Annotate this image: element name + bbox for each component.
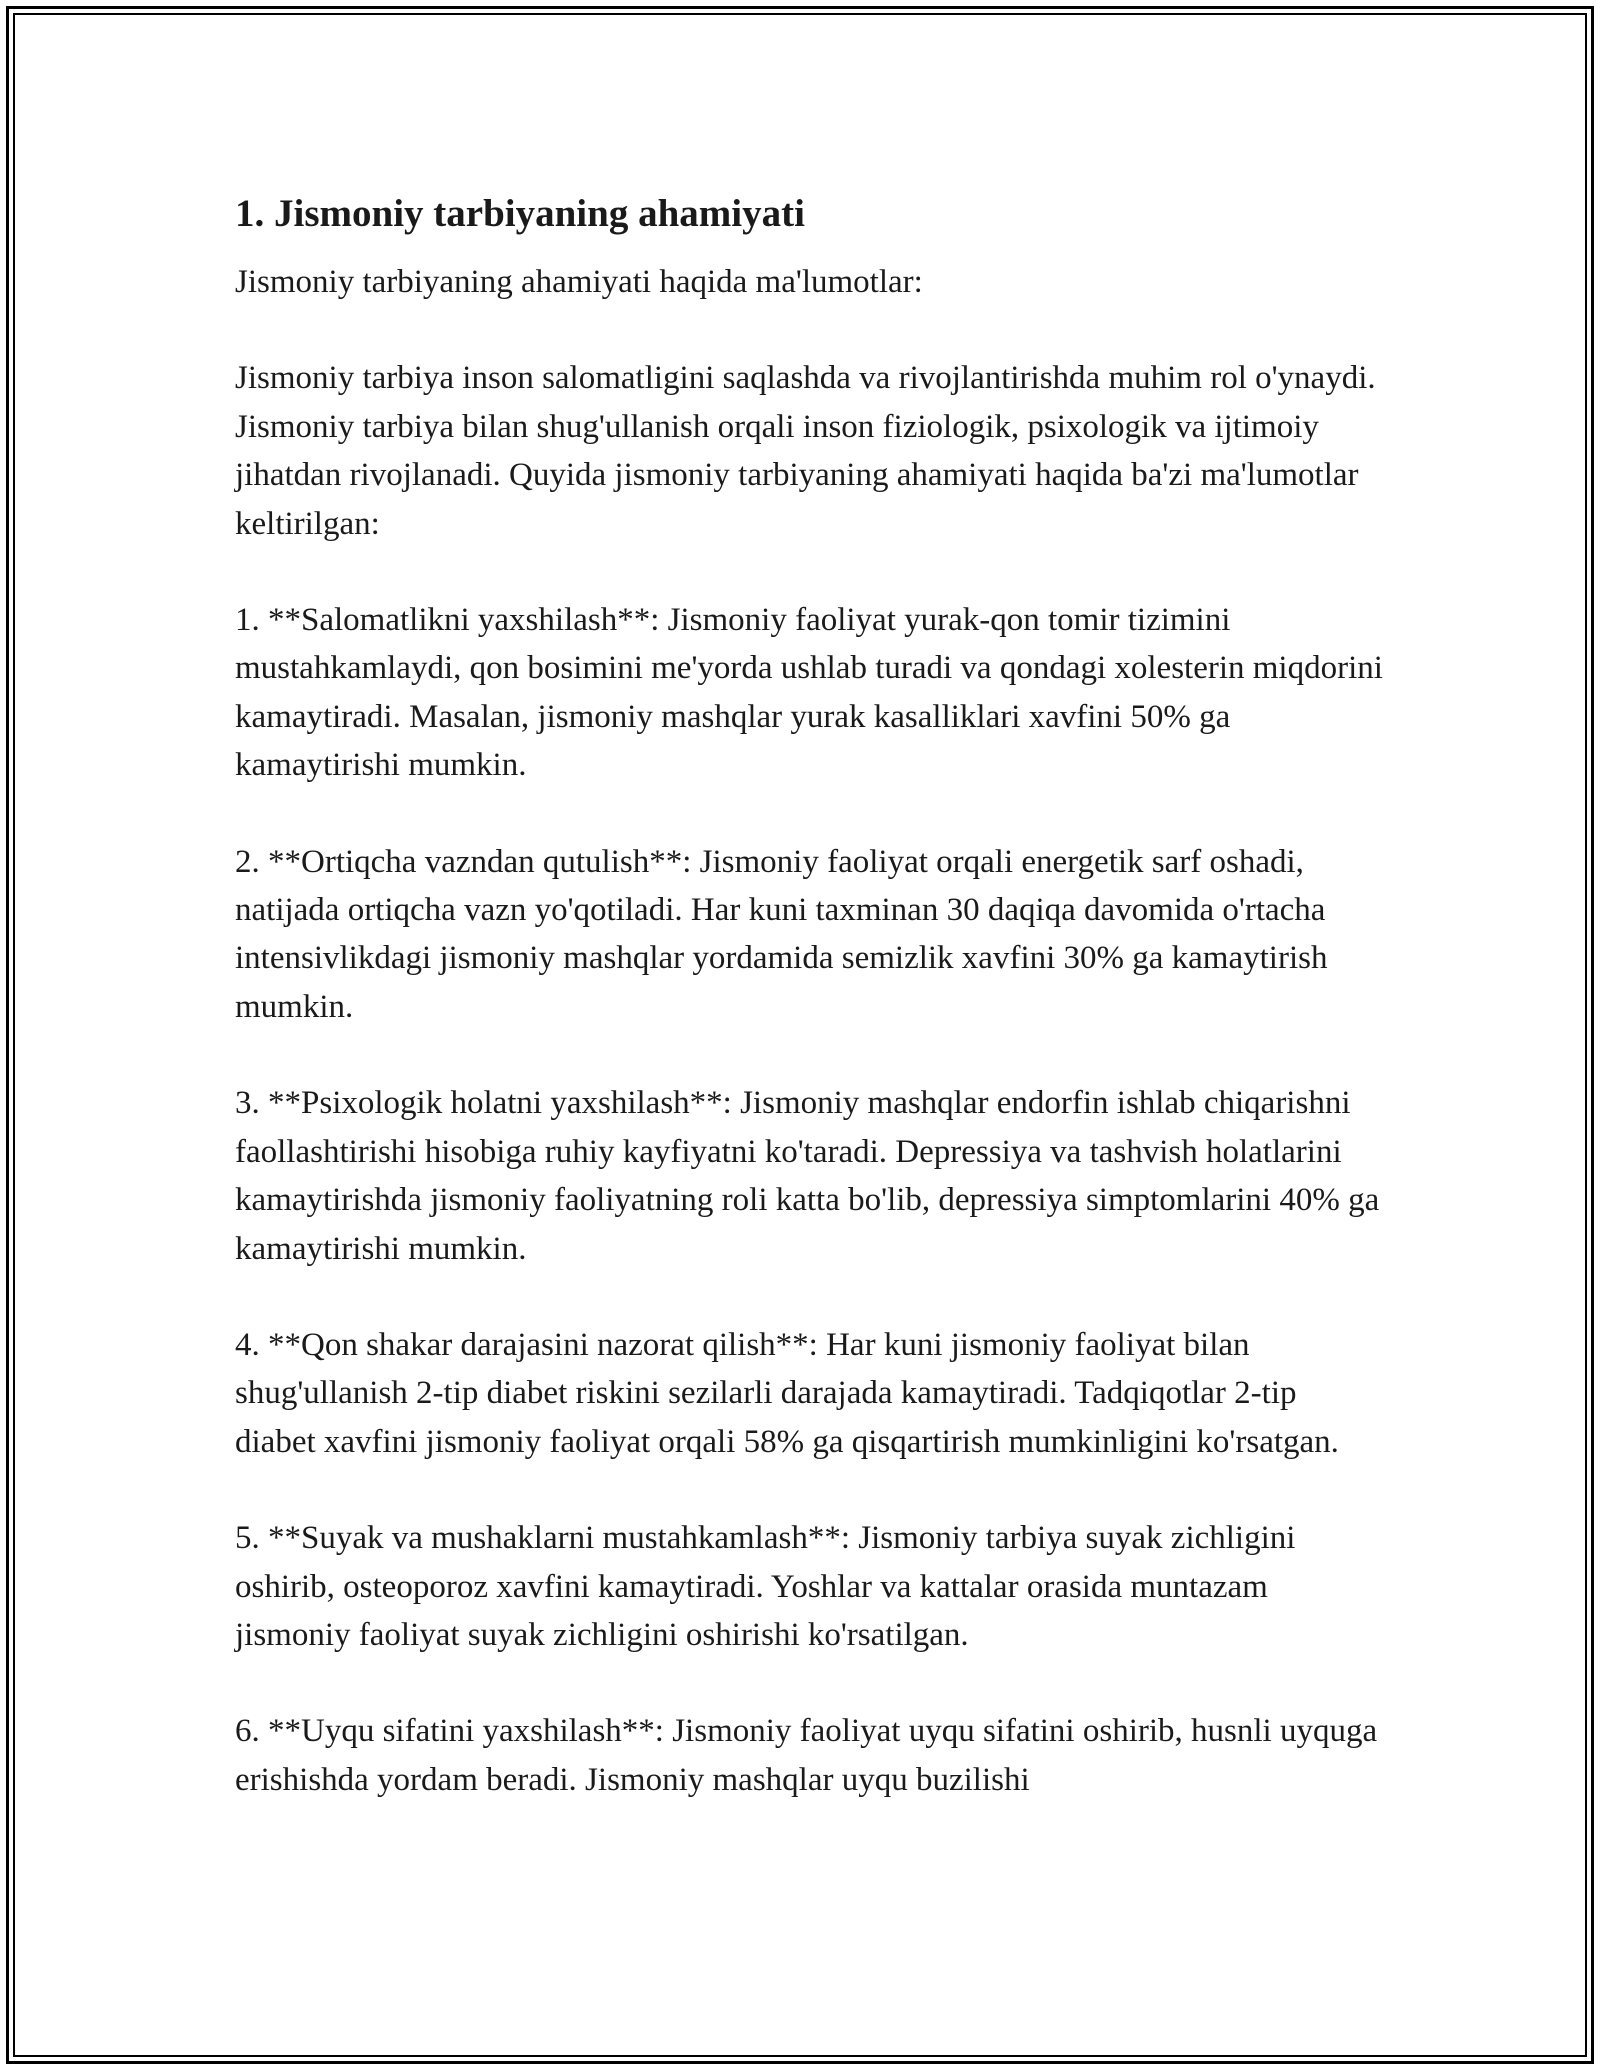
list-item-weight: 2. **Ortiqcha vazndan qutulish**: Jismoniy faoliyat orqali energetik sarf oshadi, natijada ortiqcha vazn yo'qotiladi. Har kuni taxminan 30 daqiqa davomida o'rtacha intensivlikdagi jismoniy mashqlar yordamida semizlik xavfini 30% ga kamaytirish mumkin.	[235, 843, 1328, 1025]
list-item-bones-muscles: 5. **Suyak va mushaklarni mustahkamlash**: Jismoniy tarbiya suyak zichligini oshirib, osteoporoz xavfini kamaytiradi. Yoshlar va kattalar orasida muntazam jismoniy faoliyat suyak zichligini oshirishi ko'rsatilgan.	[235, 1520, 1296, 1653]
paragraph-gap	[235, 1466, 1385, 1514]
paragraph-gap	[235, 548, 1385, 596]
list-item-psychology: 3. **Psixologik holatni yaxshilash**: Jismoniy mashqlar endorfin ishlab chiqarishni faollashtirishi hisobiga ruhiy kayfiyatni ko'taradi. Depressiya va tashvish holatlarini kamaytirishda jismoniy faoliyatning roli katta bo'lib, depressiya simptomlarini 40% ga kamaytirishi mumkin.	[235, 1085, 1380, 1267]
section-heading: 1. Jismoniy tarbiyaning ahamiyati	[235, 192, 805, 235]
intro-paragraph: Jismoniy tarbiya inson salomatligini saqlashda va rivojlantirishda muhim rol o'ynaydi. Jismoniy tarbiya bilan shug'ullanish orqali inson fiziologik, psixologik va ijtimoiy jihatdan rivojlanadi. Quyida jismoniy tarbiyaning ahamiyati haqida ba'zi ma'lumotlar keltirilgan:	[235, 360, 1376, 542]
document-body	[235, 188, 1385, 1804]
list-item-health: 1. **Salomatlikni yaxshilash**: Jismoniy faoliyat yurak-qon tomir tizimini mustahkamlaydi, qon bosimini me'yorda ushlab turadi va qondagi xolesterin miqdorini kamaytiradi. Masalan, jismoniy mashqlar yurak kasalliklari xavfini 50% ga kamaytirishi mumkin.	[235, 602, 1383, 784]
list-item-blood-sugar: 4. **Qon shakar darajasini nazorat qilish**: Har kuni jismoniy faoliyat bilan shug'ullanish 2-tip diabet riskini sezilarli darajada kamaytiradi. Tadqiqotlar 2-tip diabet xavfini jismoniy faoliyat orqali 58% ga qisqartirish mumkinligini ko'rsatgan.	[235, 1326, 1339, 1460]
intro-line: Jismoniy tarbiyaning ahamiyati haqida ma'lumotlar:	[235, 264, 923, 300]
paragraph-gap	[235, 1031, 1385, 1079]
paragraph-gap	[235, 790, 1385, 838]
paragraph-gap	[235, 1659, 1385, 1707]
paragraph-gap	[235, 1273, 1385, 1321]
list-item-sleep: 6. **Uyqu sifatini yaxshilash**: Jismoniy faoliyat uyqu sifatini oshirib, husnli uyquga erishishda yordam beradi. Jismoniy mashqlar uyqu buzilishi	[235, 1713, 1378, 1798]
paragraph-gap	[235, 306, 1385, 354]
